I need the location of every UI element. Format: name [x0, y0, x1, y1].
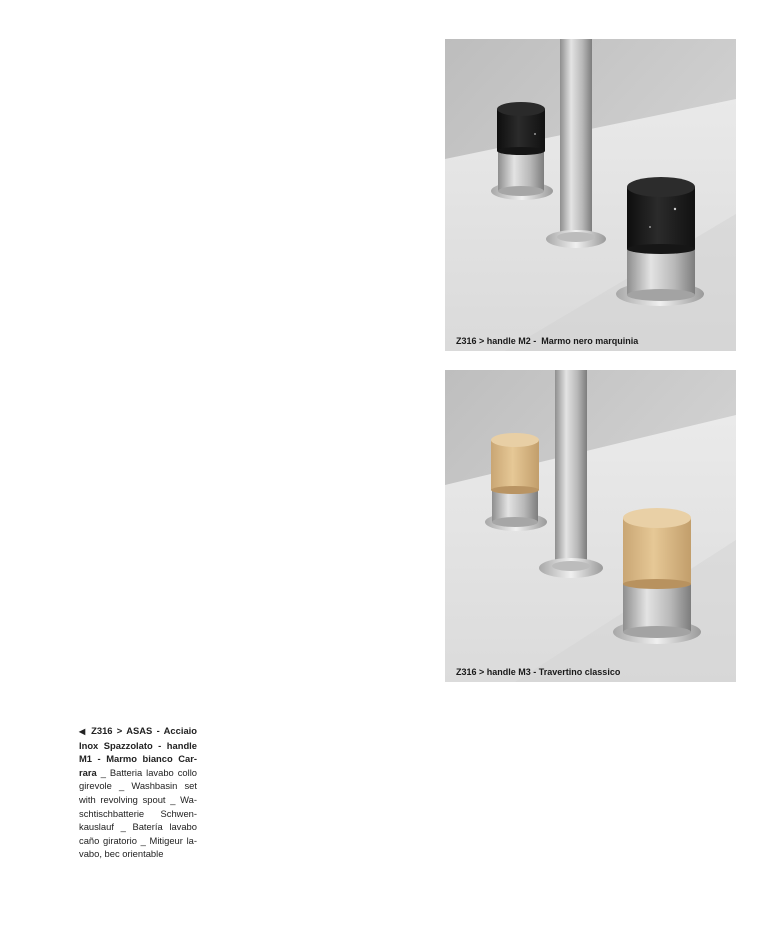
product-title: Z316 > ASAS - Acciaio Inox Spazzolato - handle M1 - Marmo bianco Carrara [79, 725, 197, 778]
product-photo-m2 [445, 39, 736, 351]
left-arrow-icon: ◀ [79, 727, 87, 736]
product-translations: _ Batteria lavabo collo girevole _ Washbasin set with revolving spout _ Waschtischbatterie Schwenkauslauf _ Batería lavabo caño giratorio _ Mitigeur lavabo, bec orientable [79, 766, 197, 860]
photo-caption: Z316 > handle M3 - Travertino classico [456, 667, 621, 677]
faucet-travertine-illustration [445, 370, 736, 682]
product-description [79, 724, 197, 861]
product-photo-m3 [445, 370, 736, 682]
faucet-black-marble-illustration [445, 39, 736, 351]
photo-caption: Z316 > handle M2 - Marmo nero marquinia [456, 336, 639, 346]
